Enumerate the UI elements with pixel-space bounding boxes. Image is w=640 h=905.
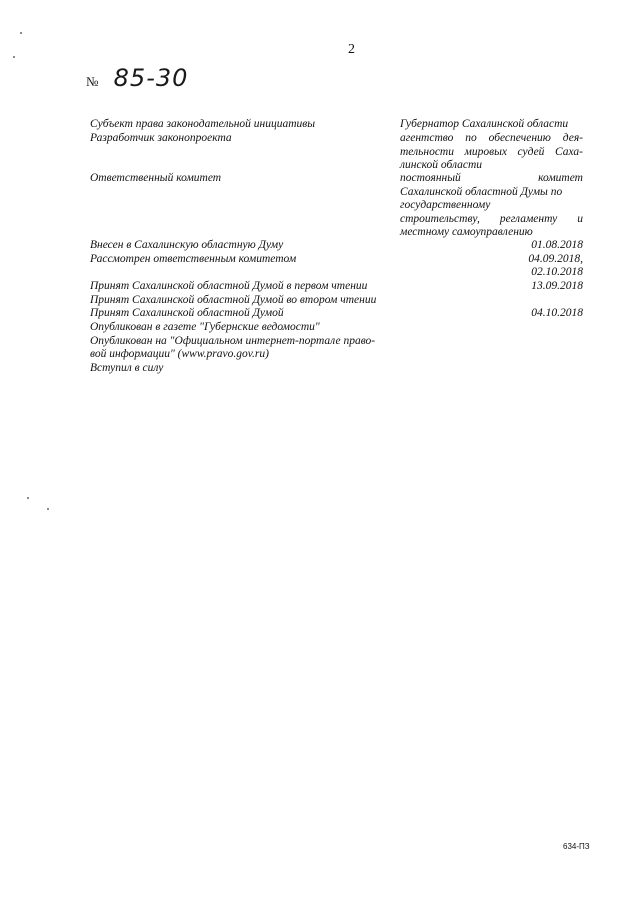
scan-speck (20, 32, 22, 34)
initiative-label: Субъект права законодательной инициативы (90, 118, 316, 130)
event-label: Рассмотрен ответственным комитетом (90, 253, 297, 265)
developer-value (400, 132, 583, 173)
event-date: 13.09.2018 (531, 280, 583, 292)
committee-line: местному самоуправлению (400, 226, 533, 238)
event-label: Внесен в Сахалинскую областную Думу (90, 239, 284, 251)
committee-line: постоянный комитет (400, 172, 583, 184)
registration-number (86, 64, 188, 92)
event-label: Принят Сахалинской областной Думой (90, 307, 284, 319)
developer-line: тельности мировых судей Саха- (400, 145, 583, 158)
event-label: Принят Сахалинской областной Думой во втором чтении (90, 294, 377, 306)
event-date: 02.10.2018 (531, 266, 583, 278)
page-number: 2 (348, 42, 355, 57)
committee-value (400, 172, 583, 240)
committee-line: Сахалинской областной Думы по (400, 185, 563, 198)
event-label: вой информации" (www.pravo.gov.ru) (90, 348, 269, 360)
committee-line: государственному (400, 199, 491, 211)
scan-speck (27, 497, 29, 499)
event-label: Вступил в силу (90, 362, 164, 374)
committee-line: строительству, регламенту и (400, 212, 583, 225)
event-label: Опубликован в газете "Губернские ведомости" (90, 321, 320, 333)
developer-line: агентство по обеспечению дея- (400, 132, 583, 144)
developer-label: Разработчик законопроекта (90, 132, 232, 144)
handwritten-number: 85-30 (113, 64, 189, 92)
committee-label: Ответственный комитет (90, 172, 222, 184)
event-label: Опубликован на "Официальном интернет-портале право- (90, 335, 376, 347)
scan-speck (47, 508, 49, 510)
number-sign: № (86, 74, 99, 89)
event-label: Принят Сахалинской областной Думой в первом чтении (90, 280, 368, 292)
event-date: 04.10.2018 (531, 307, 583, 319)
footer-code: 634-ПЗ (563, 842, 590, 851)
initiative-value: Губернатор Сахалинской области (400, 118, 569, 130)
developer-line: линской области (400, 159, 483, 171)
scan-speck (13, 56, 15, 58)
event-date: 04.09.2018, (528, 253, 583, 265)
event-date: 01.08.2018 (531, 239, 583, 251)
